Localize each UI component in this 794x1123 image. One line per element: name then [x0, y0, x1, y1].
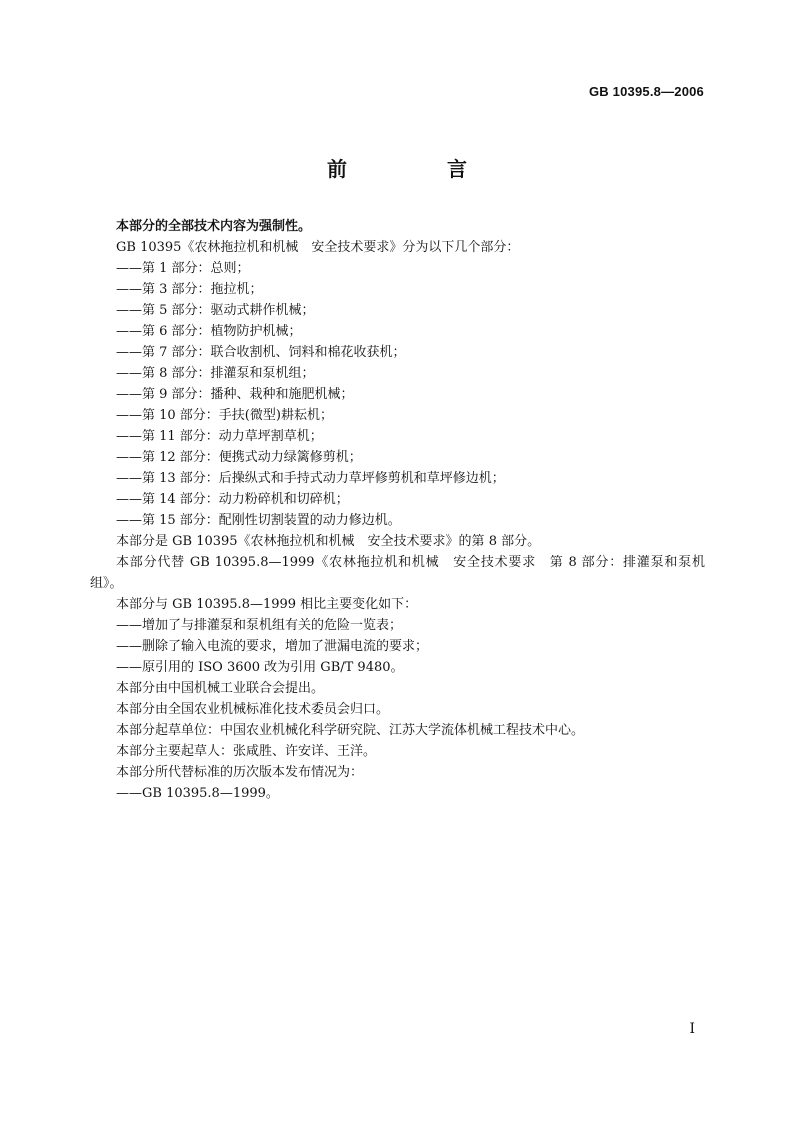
part-list-item: ——第 13 部分：后操纵式和手持式动力草坪修剪机和草坪修边机； [116, 471, 505, 486]
part-list-item: ——第 8 部分：排灌泵和泵机组； [116, 366, 315, 381]
part-list-item: ——第 6 部分：植物防护机械； [116, 324, 302, 339]
history-intro: 本部分所代替标准的历次版本发布情况为： [116, 765, 364, 780]
part-list-item: ——第 5 部分：驱动式耕作机械； [116, 303, 315, 318]
foreword-body [90, 216, 705, 804]
change-item: ——删除了输入电流的要求，增加了泄漏电流的要求； [116, 639, 429, 654]
replacement-statement: 本部分代替 GB 10395.8—1999《农林拖拉机和机械 安全技术要求 第 8 部分：排灌泵和泵机组》。 [90, 555, 705, 591]
changes-intro: 本部分与 GB 10395.8—1999 相比主要变化如下： [116, 597, 418, 612]
series-intro: GB 10395《农林拖拉机和机械 安全技术要求》分为以下几个部分： [116, 240, 520, 255]
page-title: 前 言 [327, 157, 507, 181]
mandatory-statement: 本部分的全部技术内容为强制性。 [116, 219, 312, 234]
part-list-item: ——第 1 部分：总则； [116, 261, 250, 276]
committee-statement: 本部分由全国农业机械标准化技术委员会归口。 [116, 702, 390, 717]
change-item: ——原引用的 ISO 3600 改为引用 GB/T 9480。 [116, 660, 404, 675]
part-list-item: ——第 10 部分：手扶(微型)耕耘机； [116, 408, 333, 423]
drafters: 本部分主要起草人：张咸胜、许安详、王洋。 [116, 744, 377, 759]
history-item: ——GB 10395.8—1999。 [116, 786, 279, 801]
drafting-units: 本部分起草单位：中国农业机械化科学研究院、江苏大学流体机械工程技术中心。 [116, 723, 585, 738]
page-number: I [689, 1021, 695, 1037]
part-list-item: ——第 14 部分：动力粉碎机和切碎机； [116, 492, 349, 507]
standard-code: GB 10395.8—2006 [588, 84, 704, 99]
part-list-item: ——第 9 部分：播种、栽种和施肥机械； [116, 387, 354, 402]
part-list-item: ——第 12 部分：便携式动力绿篱修剪机； [116, 450, 362, 465]
part-list-item: ——第 15 部分：配刚性切割装置的动力修边机。 [116, 513, 401, 528]
part-list-item: ——第 7 部分：联合收割机、饲料和棉花收获机； [116, 345, 406, 360]
part-list-item: ——第 11 部分：动力草坪割草机； [116, 429, 323, 444]
change-item: ——增加了与排灌泵和泵机组有关的危险一览表； [116, 618, 403, 633]
part-identification: 本部分是 GB 10395《农林拖拉机和机械 安全技术要求》的第 8 部分。 [116, 534, 541, 549]
proposer-statement: 本部分由中国机械工业联合会提出。 [116, 681, 325, 696]
part-list-item: ——第 3 部分：拖拉机； [116, 282, 263, 297]
